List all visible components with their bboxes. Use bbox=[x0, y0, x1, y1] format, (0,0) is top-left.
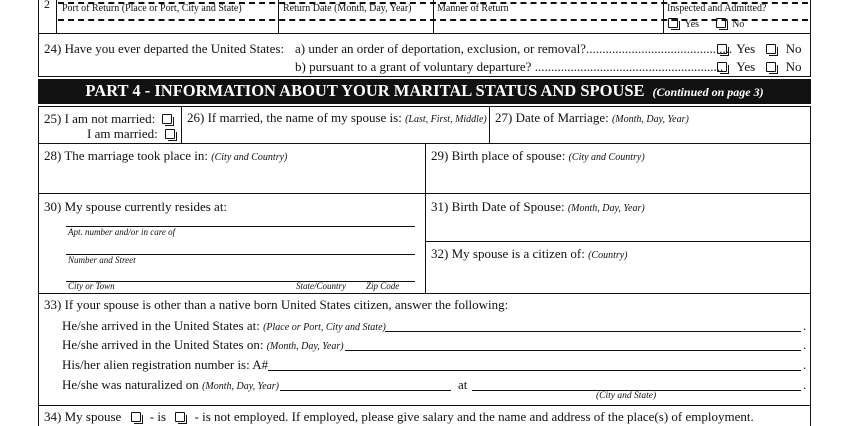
return-row-number-divider bbox=[56, 0, 57, 34]
q28-label bbox=[44, 148, 287, 164]
q30-label: 30) My spouse currently resides at: bbox=[44, 199, 228, 214]
q30-city-line[interactable] bbox=[66, 281, 415, 282]
return-col-divider-3 bbox=[663, 0, 664, 34]
q33-at-label: at bbox=[458, 377, 468, 392]
q33-label: 33) If your spouse is other than a native born United States citizen, answer the following: bbox=[44, 297, 509, 312]
q32-label bbox=[431, 246, 628, 262]
port-of-return-text: Port of Return (Place or Port, City and State) bbox=[62, 3, 242, 14]
q30-street-hint: Number and Street bbox=[68, 255, 136, 265]
q30-zip-hint: Zip Code bbox=[366, 281, 400, 291]
q24-b-text bbox=[295, 59, 723, 75]
q24-b-yes-label: Yes bbox=[736, 59, 756, 74]
q24-b-no-label: No bbox=[785, 59, 802, 74]
q33-arrived-at-hint: (Place or Port, City and State) bbox=[263, 322, 386, 333]
inspected-no-checkbox[interactable] bbox=[716, 18, 726, 28]
return-date-label: Return Date (Month, Day, Year) bbox=[283, 3, 412, 14]
q33-arrived-at-period: . bbox=[803, 318, 807, 333]
q33-naturalized-period: . bbox=[803, 377, 807, 392]
q33-arrived-on-label: He/she arrived in the United States on: bbox=[62, 337, 264, 352]
q24-b-no-checkbox[interactable] bbox=[766, 62, 776, 72]
q33-arrived-at-line[interactable] bbox=[385, 331, 801, 332]
q26-label-text: 26) If married, the name of my spouse is: bbox=[187, 110, 402, 125]
inspected-yes-label: Yes bbox=[684, 19, 700, 30]
q25-not-married bbox=[44, 111, 172, 127]
q33-arrived-at bbox=[62, 318, 386, 334]
q31-label bbox=[431, 199, 645, 215]
q34-label: 34) My spouse bbox=[44, 409, 122, 424]
q30-city-hint: City or Town bbox=[68, 281, 115, 291]
q25-married-label: I am married: bbox=[87, 126, 158, 141]
q24-b-label: b) pursuant to a grant of voluntary departure? .......................................................... bbox=[295, 59, 724, 74]
q30-state-hint: State/Country bbox=[296, 281, 346, 291]
q27-label bbox=[495, 110, 689, 126]
q27-hint: (Month, Day, Year) bbox=[611, 114, 689, 125]
inspected-no-label: No bbox=[732, 19, 745, 30]
q33-arrived-on-hint: (Month, Day, Year) bbox=[266, 341, 344, 352]
q25-not-married-label: 25) I am not married: bbox=[44, 111, 156, 126]
q33-naturalized-date-line[interactable] bbox=[280, 390, 451, 391]
q27-label-text: 27) Date of Marriage: bbox=[495, 110, 609, 125]
q24-a-label: a) under an order of deportation, exclusion, or removal?............................................. bbox=[295, 41, 733, 56]
part4-continued: (Continued on page 3) bbox=[652, 85, 764, 99]
q34-box-right-border bbox=[810, 406, 811, 426]
q34-line bbox=[44, 409, 754, 425]
q26-label bbox=[187, 110, 487, 126]
q33-alien-number: His/her alien registration number is: A# bbox=[62, 357, 269, 372]
q28-hint: (City and Country) bbox=[211, 152, 288, 163]
q33-naturalized-label: He/she was naturalized on bbox=[62, 377, 199, 392]
manner-of-return-label: Manner of Return bbox=[437, 3, 509, 14]
q25-not-married-checkbox[interactable] bbox=[162, 114, 172, 124]
q24-b-yes-checkbox[interactable] bbox=[717, 62, 727, 72]
q29-label bbox=[431, 148, 645, 164]
q24-a-text bbox=[295, 41, 732, 57]
q34-box-left-border bbox=[38, 406, 39, 426]
q32-label-text: 32) My spouse is a citizen of: bbox=[431, 246, 585, 261]
q28-label-text: 28) The marriage took place in: bbox=[44, 148, 209, 163]
q33-naturalized bbox=[62, 377, 279, 393]
q29-label-text: 29) Birth place of spouse: bbox=[431, 148, 566, 163]
q33-arrived-on bbox=[62, 337, 344, 353]
inspected-options bbox=[668, 18, 744, 30]
return-col-divider-2 bbox=[433, 0, 434, 34]
q33-alien-number-period: . bbox=[803, 357, 807, 372]
part4-title: PART 4 - INFORMATION ABOUT YOUR MARITAL STATUS AND SPOUSE bbox=[85, 81, 645, 100]
q32-hint: (Country) bbox=[588, 250, 628, 261]
port-of-return-label bbox=[62, 3, 242, 14]
return-col-divider-1 bbox=[278, 0, 279, 34]
q24-a-yes-checkbox[interactable] bbox=[717, 44, 727, 54]
q33-arrived-at-label: He/she arrived in the United States at: bbox=[62, 318, 260, 333]
q33-city-state-hint: (City and State) bbox=[596, 391, 657, 401]
q26-hint: (Last, First, Middle) bbox=[405, 114, 487, 125]
q24-label: 24) Have you ever departed the United States: bbox=[44, 41, 285, 56]
q33-arrived-on-period: . bbox=[803, 337, 807, 352]
q34-is-label: - is bbox=[149, 409, 167, 424]
q31-hint: (Month, Day, Year) bbox=[567, 203, 645, 214]
q33-arrived-on-line[interactable] bbox=[345, 350, 801, 351]
inspected-admitted-label: Inspected and Admitted? bbox=[667, 3, 767, 14]
q30-apt-hint: Apt. number and/or in care of bbox=[68, 227, 176, 237]
q24-a-no-checkbox[interactable] bbox=[766, 44, 776, 54]
q24-b-options bbox=[717, 59, 802, 75]
q33-naturalized-hint: (Month, Day, Year) bbox=[202, 381, 279, 392]
q25-married-checkbox[interactable] bbox=[165, 129, 175, 139]
q31-label-text: 31) Birth Date of Spouse: bbox=[431, 199, 565, 214]
q24-a-no-label: No bbox=[785, 41, 802, 56]
part4-header-text bbox=[38, 81, 811, 101]
q24-a-yes-label: Yes bbox=[736, 41, 756, 56]
q34-rest-label: - is not employed. If employed, please give salary and the name and address of the place(s) of employment. bbox=[194, 409, 754, 424]
q25-married bbox=[87, 126, 175, 142]
return-row-number: 2 bbox=[44, 0, 50, 11]
q24-a-options bbox=[717, 41, 802, 57]
q29-hint: (City and Country) bbox=[568, 152, 645, 163]
inspected-yes-checkbox[interactable] bbox=[668, 18, 678, 28]
q33-alien-number-line[interactable] bbox=[268, 370, 801, 371]
